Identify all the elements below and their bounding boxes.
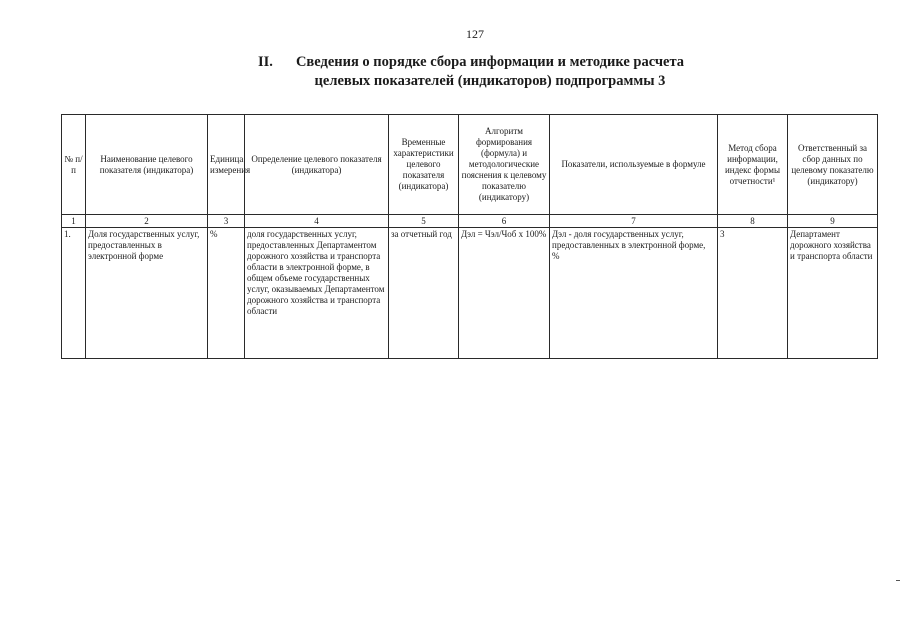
header-cell-definition: Определение целевого показателя (индикатора) [245, 115, 389, 215]
row-number-cell: 1. [62, 228, 86, 359]
page-number: 127 [466, 27, 484, 41]
header-cell-method: Метод сбора информации, индекс формы отчетности¹ [718, 115, 788, 215]
method-cell: 3 [718, 228, 788, 359]
header-cell-timing: Временные характеристики целевого показателя (индикатора) [389, 115, 459, 215]
column-number-cell: 9 [788, 215, 878, 228]
column-number-cell: 6 [459, 215, 550, 228]
indicator-name-cell: Доля государственных услуг, предоставленных в электронной форме [86, 228, 208, 359]
column-number-cell: 1 [62, 215, 86, 228]
section-title-line-1: Сведения о порядке сбора информации и методике расчета [295, 54, 685, 70]
column-number-cell: 7 [550, 215, 718, 228]
header-cell-number: № п/п [62, 115, 86, 215]
section-title-line-2: целевых показателей (индикаторов) подпрограммы 3 [314, 73, 666, 89]
responsible-cell: Департамент дорожного хозяйства и транспорта области [788, 228, 878, 359]
formula-indicators-cell: Дэл - доля государственных услуг, предоставленных в электронной форме, % [550, 228, 718, 359]
header-cell-algorithm: Алгоритм формирования (формула) и методологические пояснения к целевому показателю (индикатору) [459, 115, 550, 215]
column-number-cell: 8 [718, 215, 788, 228]
header-cell-unit: Единица измерения [208, 115, 245, 215]
header-cell-name: Наименование целевого показателя (индикатора) [86, 115, 208, 215]
column-number-cell: 5 [389, 215, 459, 228]
column-number-cell: 3 [208, 215, 245, 228]
section-title [240, 53, 740, 91]
column-number-cell: 2 [86, 215, 208, 228]
algorithm-cell: Дэл = Чэл/Чоб х 100% [459, 228, 550, 359]
timing-cell: за отчетный год [389, 228, 459, 359]
scan-mark [896, 580, 900, 581]
table-row [62, 228, 878, 359]
definition-cell: доля государственных услуг, предоставленных Департаментом дорожного хозяйства и транспорта области в электронной форме, в общем объеме государственных услуг, оказываемых Департаментом дорожного хозяйства и транспорта области [245, 228, 389, 359]
column-number-row [62, 215, 878, 228]
unit-cell: % [208, 228, 245, 359]
section-roman-numeral: II. [258, 54, 273, 70]
indicators-table [61, 114, 878, 359]
header-cell-responsible: Ответственный за сбор данных по целевому показателю (индикатору) [788, 115, 878, 215]
header-cell-formula-indicators: Показатели, используемые в формуле [550, 115, 718, 215]
table-header-row [62, 115, 878, 215]
column-number-cell: 4 [245, 215, 389, 228]
